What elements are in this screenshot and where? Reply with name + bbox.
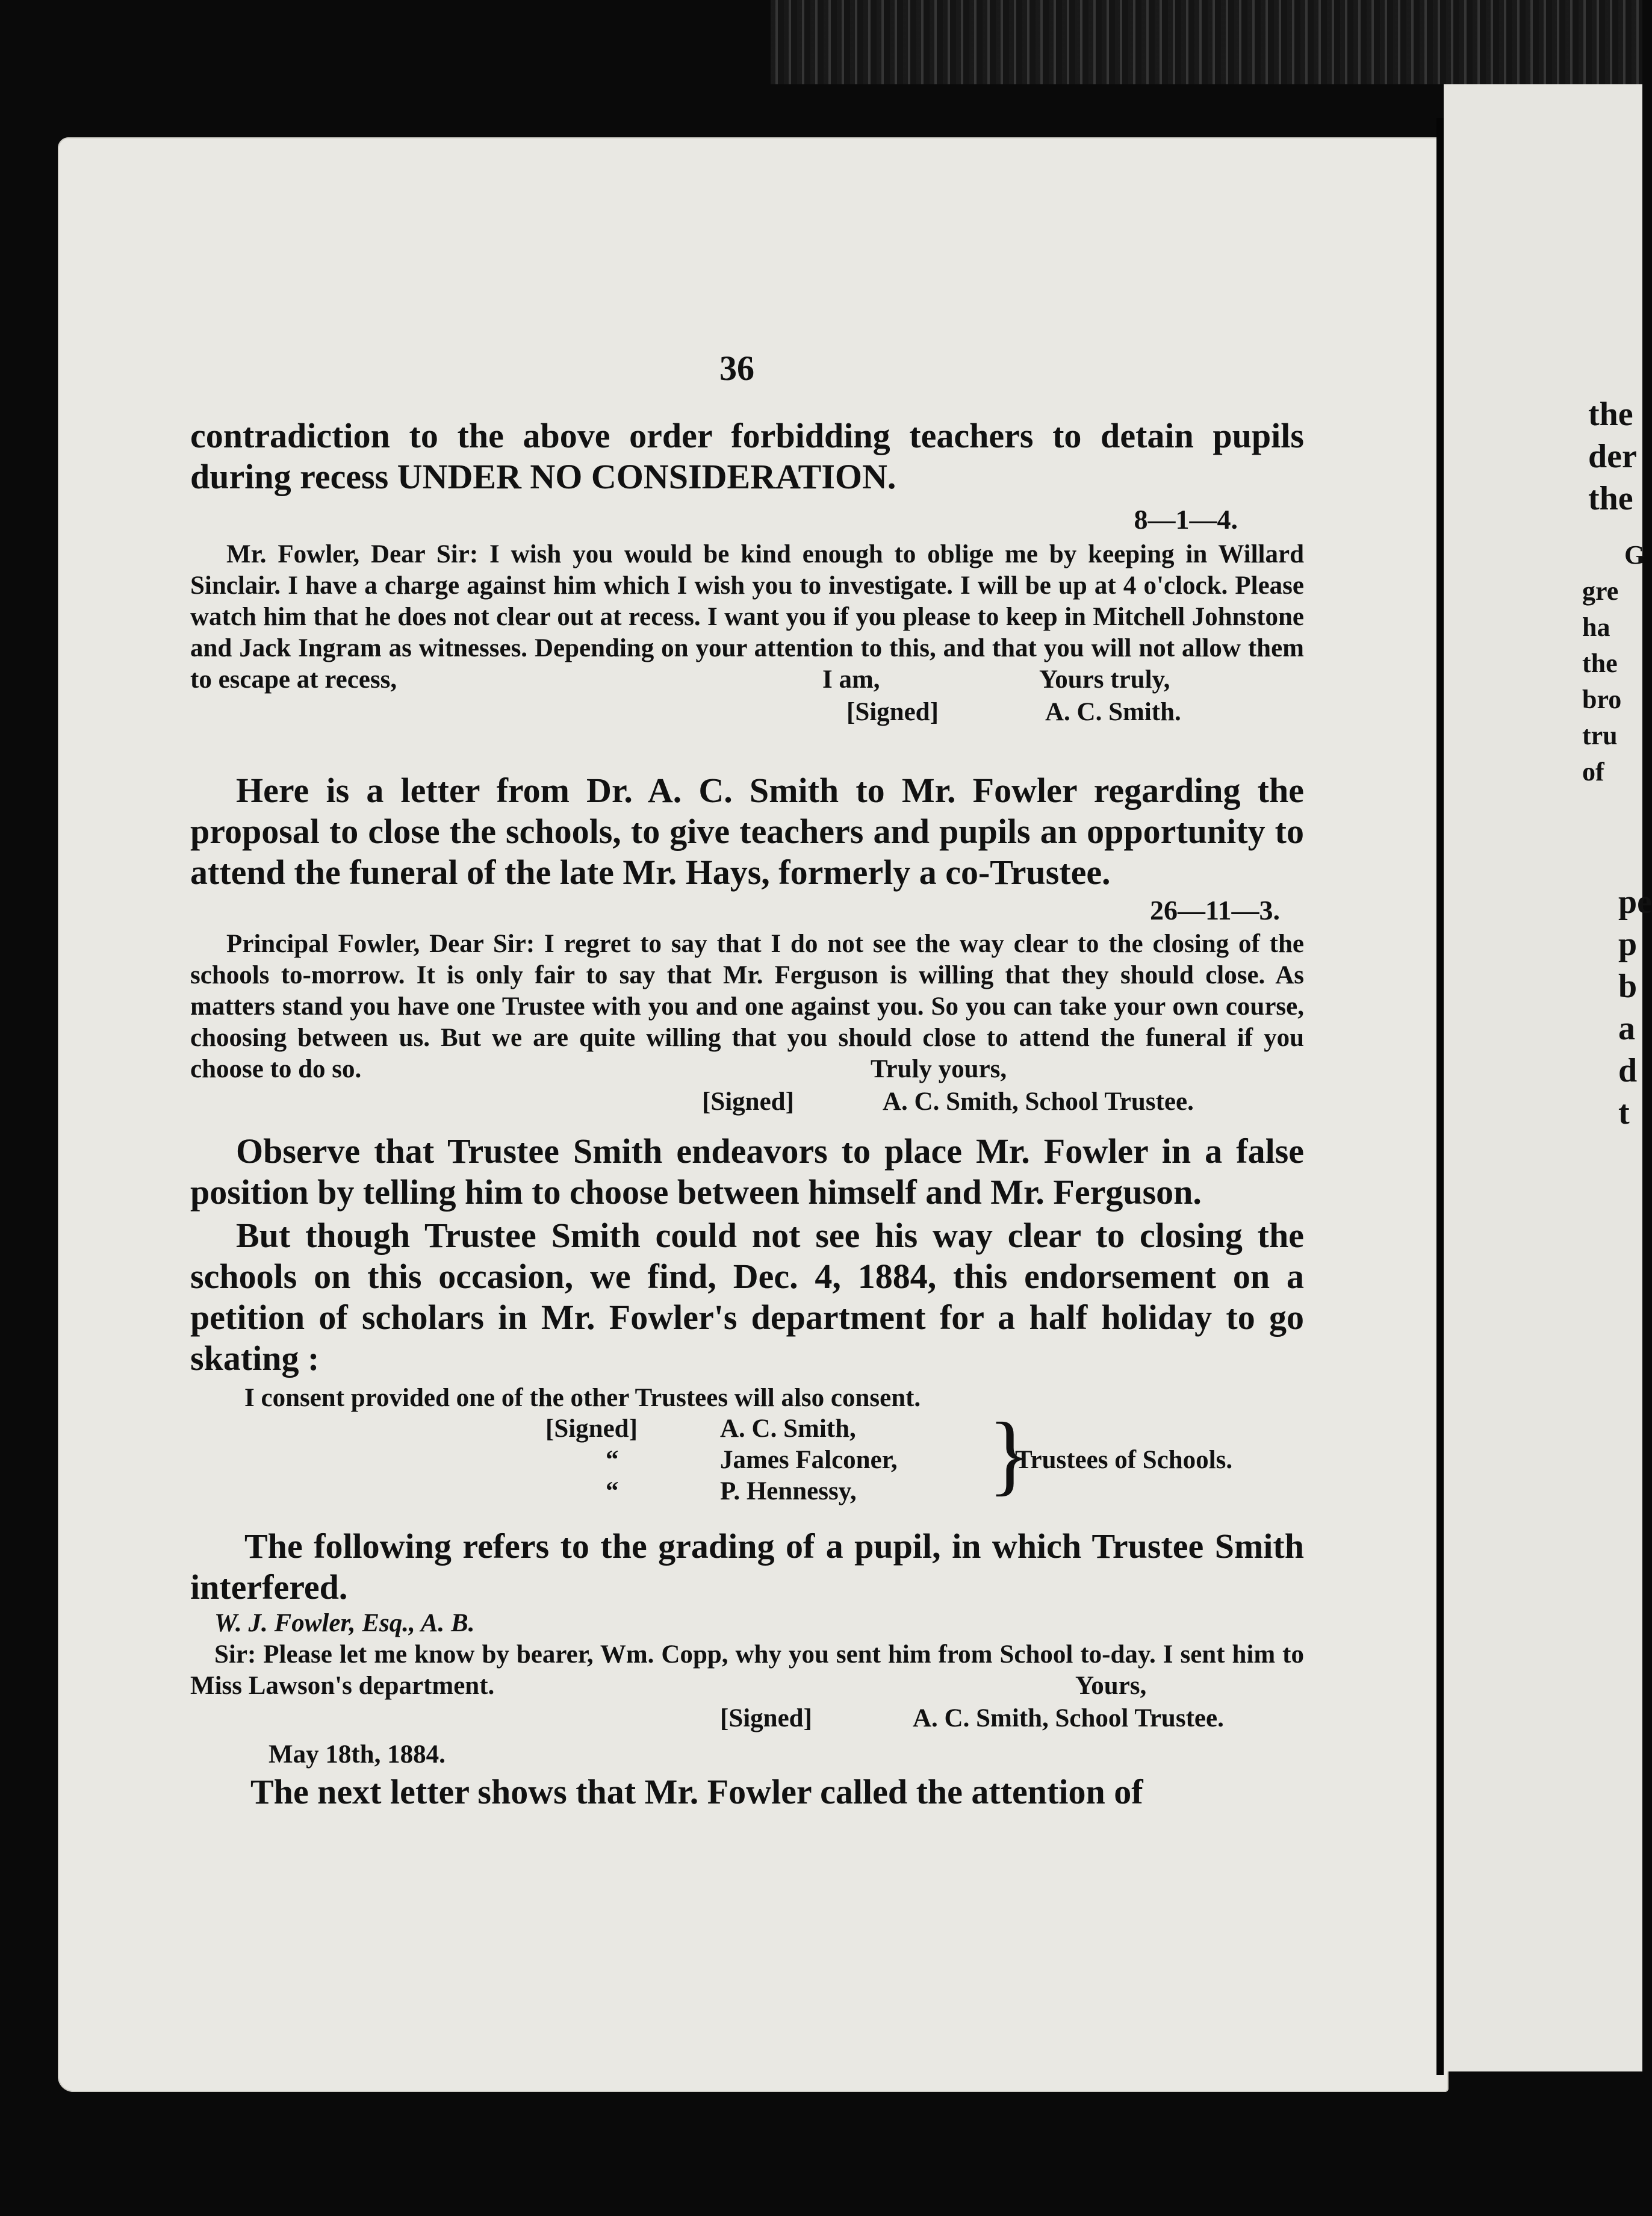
ditto-mark: “ (606, 1477, 619, 1505)
signature-name: A. C. Smith. (1045, 698, 1181, 726)
letter-address: W. J. Fowler, Esq., A. B. (214, 1609, 475, 1637)
paragraph: Here is a letter from Dr. A. C. Smith to Mr. Fowler regarding the proposal to close the schools, to give teachers and pupils an opportunity to attend the funeral of the late Mr. Hays, formerly a co-Trustee. (190, 771, 1304, 892)
right-fragment: gre (1582, 576, 1619, 606)
signed-label: [Signed] (545, 1415, 638, 1443)
right-fragment: t (1618, 1094, 1630, 1131)
page-number: 36 (719, 349, 754, 388)
right-fragment: b (1618, 968, 1638, 1005)
right-fragment: of (1582, 757, 1604, 786)
right-fragment: G (1624, 540, 1645, 570)
paragraph: The next letter shows that Mr. Fowler called the attention of (250, 1772, 1143, 1811)
closing-yours: Yours, (1075, 1672, 1147, 1700)
signed-label: [Signed] (720, 1704, 812, 1732)
trustee-name: P. Hennessy, (720, 1477, 857, 1505)
letter-closing (190, 1672, 1304, 1734)
paragraph: contradiction to the above order forbidding teachers to detain pupils during recess UNDER NO CONSIDERATION. (190, 416, 1304, 496)
right-fragment: p (1618, 926, 1638, 963)
right-fragment: the (1588, 396, 1633, 433)
letter-body: Principal Fowler, Dear Sir: I regret to say that I do not see the way clear to the closing of the schools to-morrow. It is only fair to say that Mr. Ferguson is willing that they should close. As matters stand you have one Trustee with you and one against you. So you can take your own course, choosing between us. But we are quite willing that you should close to attend the funeral if you choose to do so. (190, 930, 1304, 1083)
closing-yours: Yours truly, (1039, 665, 1170, 694)
endorsement-text: I consent provided one of the other Trustees will also consent. (244, 1384, 921, 1412)
page-content (190, 416, 1304, 1813)
letter-date: 8—1—4. (1134, 504, 1238, 535)
trustee-name: James Falconer, (720, 1446, 898, 1474)
letter-date: 26—11—3. (1150, 895, 1280, 926)
letter-date: May 18th, 1884. (269, 1740, 446, 1769)
paragraph: Observe that Trustee Smith endeavors to place Mr. Fowler in a false position by telling him to choose between himself and Mr. Ferguson. (190, 1131, 1304, 1212)
signed-label: [Signed] (702, 1088, 794, 1116)
right-page-edge (1444, 84, 1652, 2071)
right-fragment: pe (1618, 883, 1652, 921)
closing-truly: Truly yours, (871, 1055, 1007, 1083)
right-fragment: der (1588, 438, 1637, 475)
letter-closing (190, 665, 1304, 758)
right-fragment: the (1588, 480, 1633, 517)
letter-body: Mr. Fowler, Dear Sir: I wish you would be kind enough to oblige me by keeping in Willard Sinclair. I have a charge against him which I wish you to investigate. I will be up at 4 o'clock. Please watch him that he does not clear out at recess. I want you if you please to keep in Mitchell Johnstone and Jack Ingram as witnesses. Depending on your attention to this, and that you will not allow them to escape at recess, (190, 540, 1304, 694)
right-fragment: a (1618, 1010, 1635, 1047)
paragraph: The following refers to the grading of a pupil, in which Trustee Smith interfered. (190, 1527, 1304, 1607)
signature-name: A. C. Smith, School Trustee. (913, 1704, 1224, 1732)
scan-top-edge (771, 0, 1642, 84)
right-fragment: the (1582, 649, 1618, 678)
letter-body: Sir: Please let me know by bearer, Wm. Copp, why you sent him from School to-day. I sent him to Miss Lawson's department. (190, 1640, 1304, 1700)
closing-i-am: I am, (822, 665, 880, 694)
right-fragment: d (1618, 1052, 1638, 1089)
letter-closing (190, 1055, 1304, 1118)
trustees-role: Trustees of Schools. (1015, 1446, 1233, 1474)
signed-label: [Signed] (846, 698, 939, 726)
endorsement-signatures (190, 1404, 1304, 1510)
paragraph: But though Trustee Smith could not see his way clear to closing the schools on this occasion, we find, Dec. 4, 1884, this endorsement on a petition of scholars in Mr. Fowler's department for a half holiday to go skating : (190, 1216, 1304, 1378)
brace: } (988, 1404, 1031, 1504)
signature-name: A. C. Smith, School Trustee. (883, 1088, 1194, 1116)
ditto-mark: “ (606, 1446, 619, 1474)
right-fragment: bro (1582, 685, 1622, 714)
book-spine (1436, 118, 1444, 2075)
right-fragment: tru (1582, 721, 1618, 750)
right-fragment: ha (1582, 612, 1610, 642)
trustee-name: A. C. Smith, (720, 1415, 856, 1443)
